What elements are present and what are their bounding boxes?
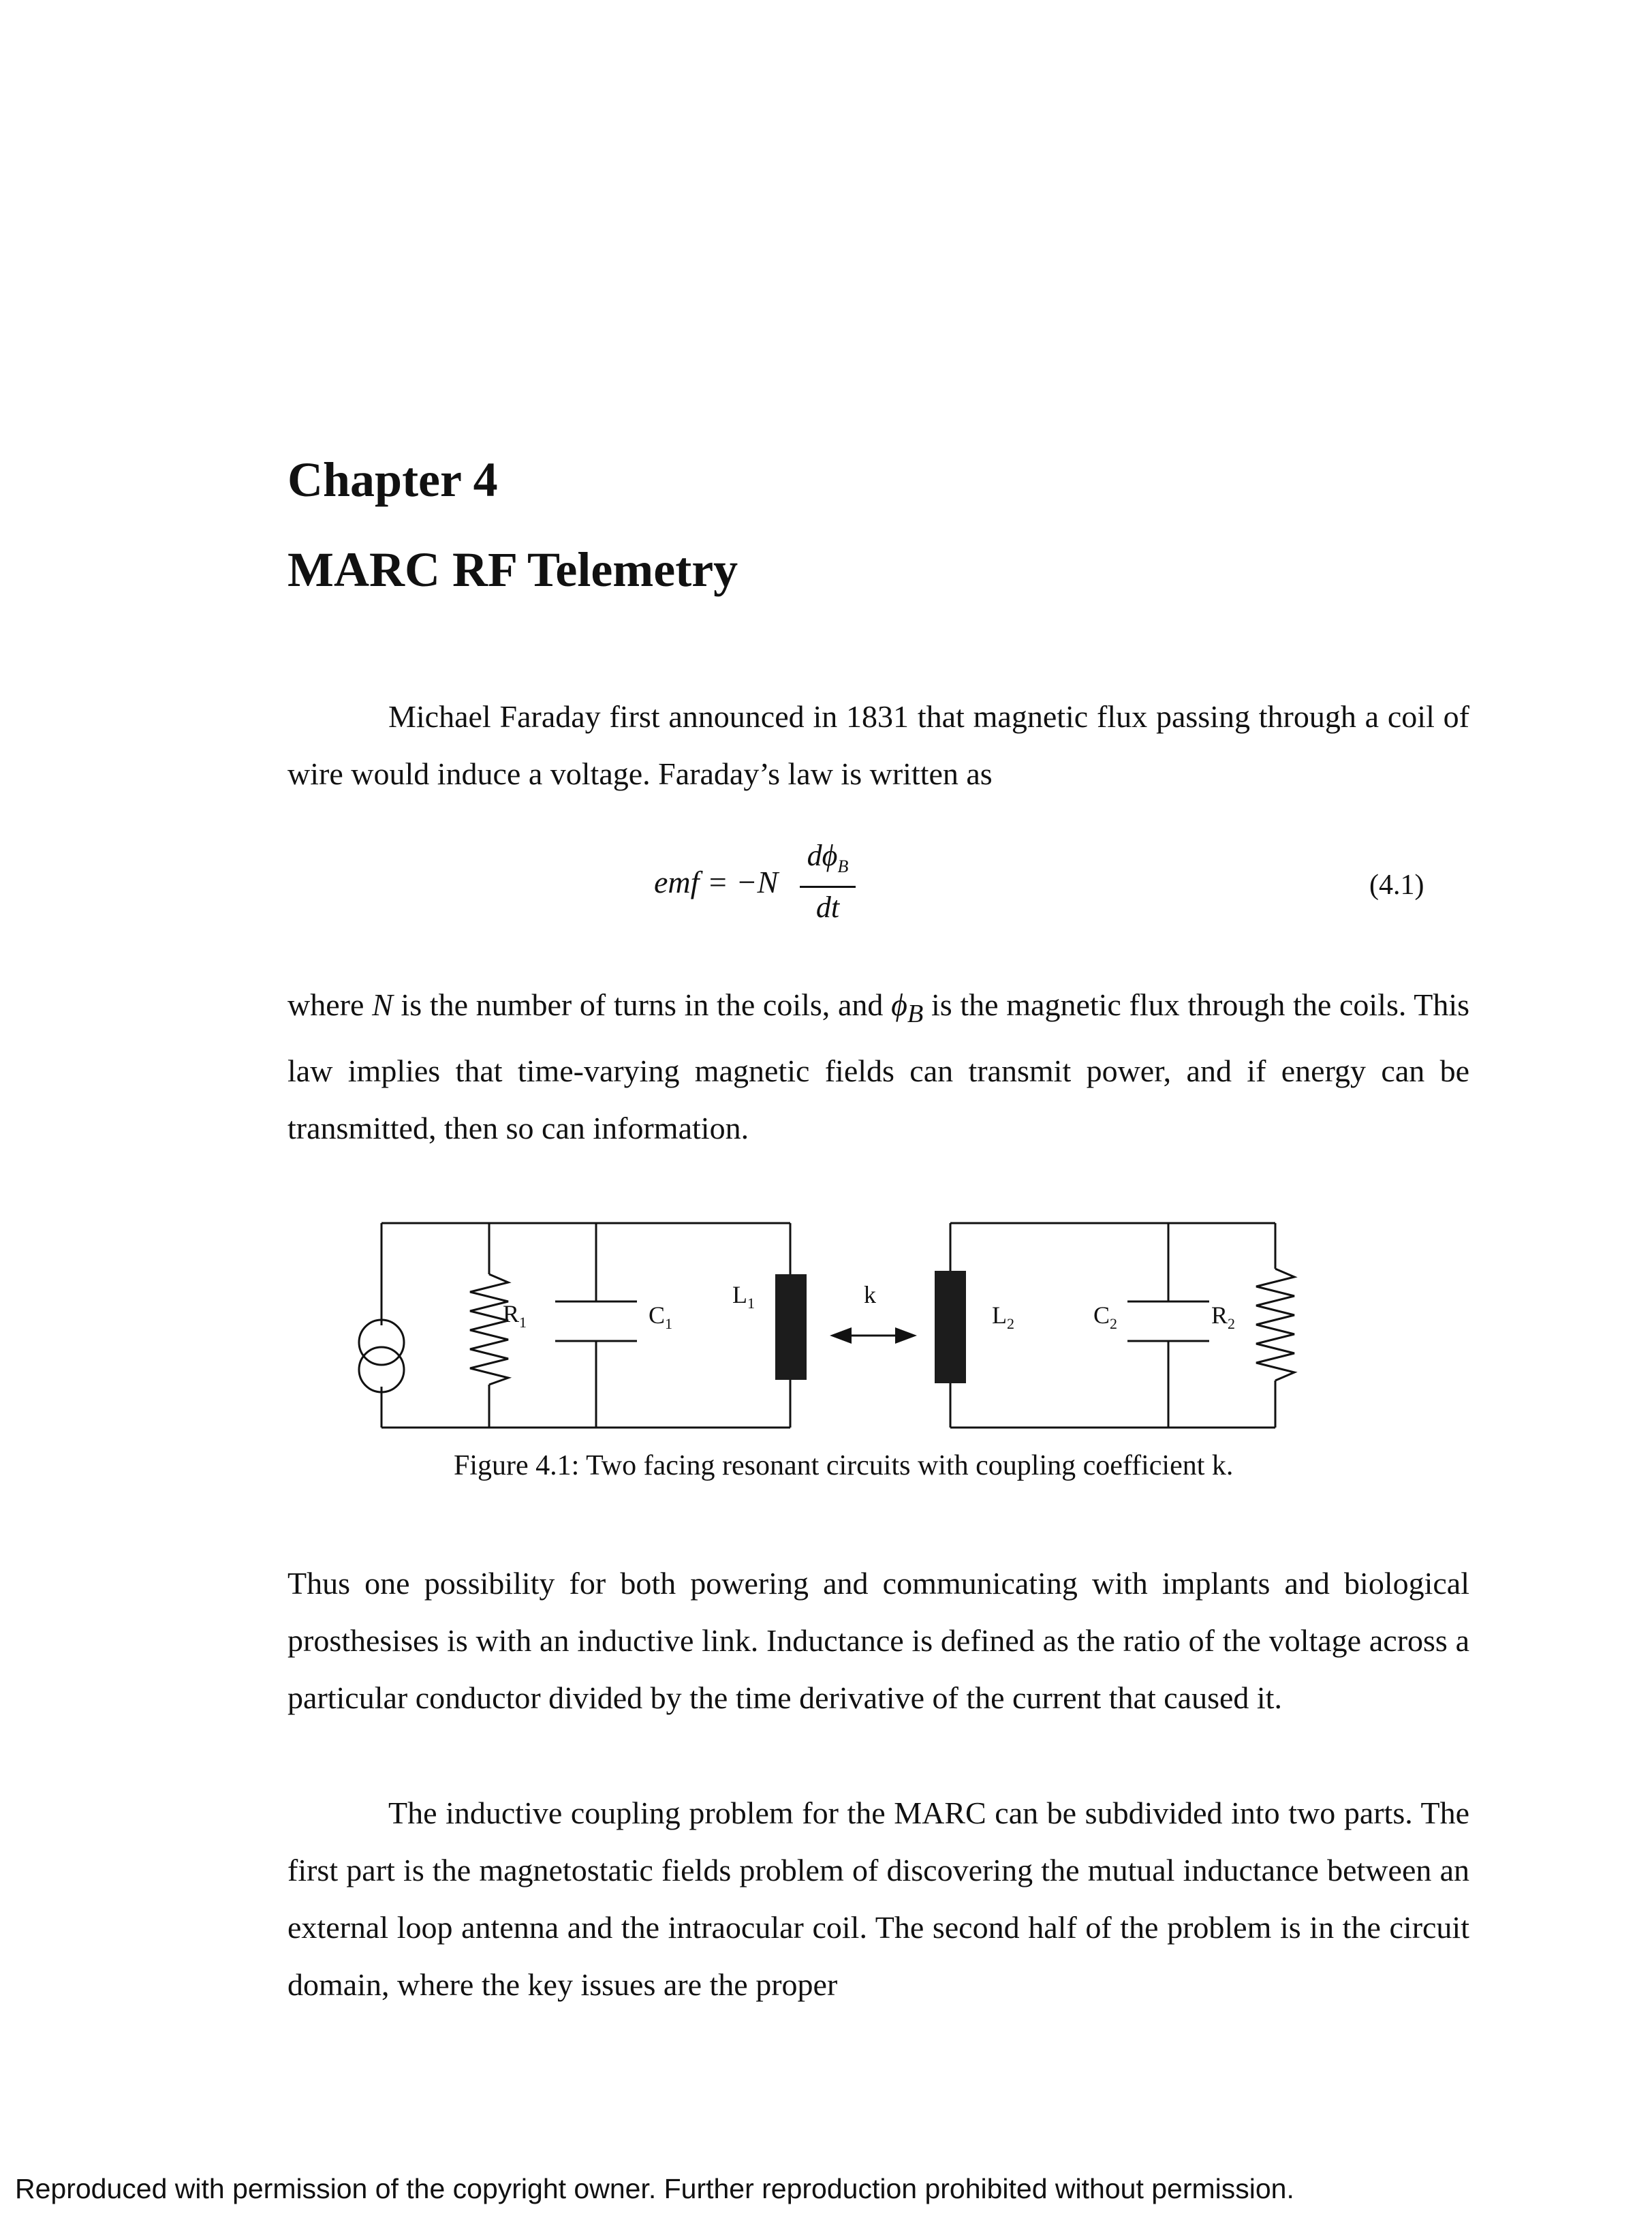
l1-inductor-block [775, 1274, 807, 1380]
label-l1-main: L [732, 1281, 747, 1308]
label-l2-main: L [992, 1301, 1007, 1329]
paragraph-faraday-explanation [287, 976, 1469, 1157]
paragraph-faraday-intro: Michael Faraday first announced in 1831 that magnetic flux passing through a coil of wire would induce a voltage. Faraday’s law is written as [287, 699, 1469, 791]
label-l1 [732, 1282, 755, 1311]
copyright-footer: Reproduced with permission of the copyright owner. Further reproduction prohibited without permission. [15, 2173, 1294, 2204]
current-source-circle-bottom [359, 1347, 404, 1392]
equation-number: (4.1) [1369, 869, 1424, 901]
p2-text-3: is the magnetic flux through the coils. This law implies that time-varying magnetic fields can transmit power, and if energy can be transmitted, then so can information. [287, 987, 1469, 1146]
p2-var-phi-sub: B [907, 1000, 924, 1029]
chapter-title: MARC RF Telemetry [287, 542, 738, 597]
label-l2-sub: 2 [1007, 1315, 1014, 1333]
r2-resistor [1256, 1269, 1294, 1381]
figure-resonant-circuits [354, 1206, 1322, 1451]
equation-denominator: dt [815, 890, 840, 924]
label-r1 [503, 1301, 527, 1330]
paragraph-coupling-problem: The inductive coupling problem for the MARC can be subdivided into two parts. The first part is the magnetostatic fields problem of discovering the mutual inductance between an external loop antenna and the intraocular coil. The second half of the problem is in the circuit domain, where the key issues are the proper [287, 1795, 1469, 2002]
label-l2 [992, 1303, 1014, 1331]
label-c1 [649, 1303, 672, 1331]
p2-var-phi [891, 987, 924, 1029]
equation-lhs: emf = −N [654, 865, 779, 899]
p2-text-1: where [287, 987, 373, 1022]
coupling-arrowhead-left [830, 1327, 852, 1344]
paragraph-inductive-link: Thus one possibility for both powering and communicating with implants and biological prosthesises is with an inductive link. Inductance is defined as the ratio of the voltage across a particular conductor divided by the time derivative of the current that caused it. [287, 1566, 1469, 1715]
label-c1-sub: 1 [665, 1315, 673, 1333]
label-c1-main: C [649, 1301, 666, 1329]
label-l1-sub: 1 [747, 1295, 755, 1312]
current-source-circle-top [359, 1320, 404, 1365]
label-r1-main: R [503, 1300, 520, 1327]
p2-var-phi-main: ϕ [891, 987, 907, 1022]
figure-caption: Figure 4.1: Two facing resonant circuits with coupling coefficient k. [454, 1450, 1234, 1481]
label-r2-main: R [1211, 1301, 1228, 1329]
p2-text-2: is the number of turns in the coils, and [392, 987, 892, 1022]
equation-numerator-sub: B [837, 856, 849, 876]
label-r2-sub: 2 [1228, 1315, 1236, 1333]
label-k: k [864, 1281, 876, 1308]
label-r1-sub: 1 [519, 1314, 527, 1331]
equation-fraction [800, 837, 856, 927]
label-r2 [1211, 1303, 1235, 1331]
coupling-arrowhead-right [895, 1327, 917, 1344]
equation-numerator-main: dϕ [807, 839, 838, 872]
circuit-diagram [354, 1206, 1322, 1451]
label-c2-sub: 2 [1110, 1315, 1118, 1333]
chapter-label: Chapter 4 [287, 452, 498, 507]
p2-var-n: N [372, 987, 393, 1022]
l2-inductor-block [935, 1271, 966, 1383]
equation-numerator [800, 837, 856, 888]
label-c2 [1093, 1303, 1117, 1331]
label-c2-main: C [1093, 1301, 1110, 1329]
